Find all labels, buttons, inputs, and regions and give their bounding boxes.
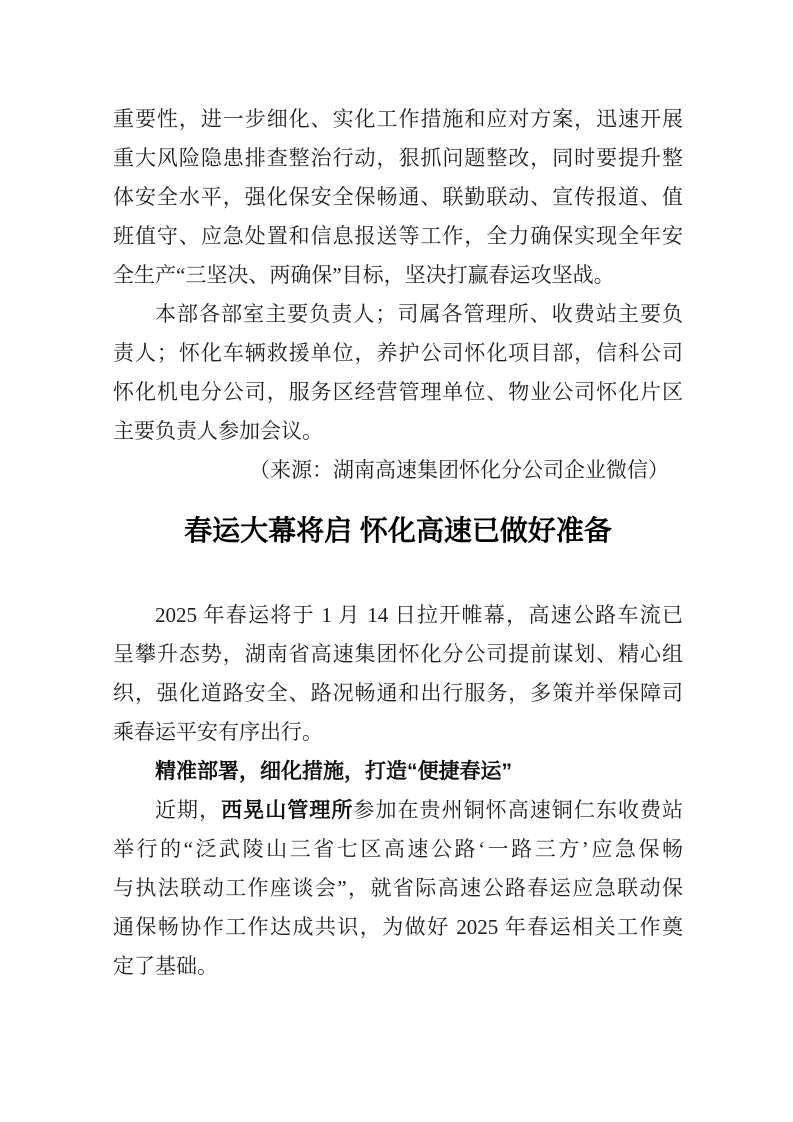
body-line: 主要负责人参加会议。 bbox=[113, 419, 323, 443]
body-line: 怀化机电分公司，服务区经营管理单位、物业公司怀化片区 bbox=[113, 380, 683, 404]
body-line: 体安全水平，强化保安全保畅通、联勤联动、宣传报道、值 bbox=[113, 185, 683, 209]
body-line: 重要性，进一步细化、实化工作措施和应对方案，迅速开展 bbox=[113, 107, 683, 131]
body-line: 通保畅协作工作达成共识，为做好 2025 年春运相关工作奠 bbox=[113, 915, 683, 939]
intro-paragraph bbox=[113, 596, 683, 752]
body-line: 班值守、应急处置和信息报送等工作，全力确保实现全年安 bbox=[113, 224, 683, 248]
source-line: （来源：湖南高速集团怀化分公司企业微信） bbox=[249, 458, 669, 482]
body-line: 责人；怀化车辆救援单位，养护公司怀化项目部，信科公司 bbox=[113, 341, 683, 365]
line-suffix: 参加在贵州铜怀高速铜仁东收费站 bbox=[353, 798, 684, 822]
attendees-paragraph bbox=[113, 295, 683, 451]
body-line: 呈攀升态势，湖南省高速集团怀化分公司提前谋划、精心组 bbox=[113, 642, 683, 666]
xihuangshan-paragraph bbox=[113, 791, 683, 986]
body-line: 与执法联动工作座谈会”，就省际高速公路春运应急联动保 bbox=[113, 876, 683, 900]
body-line: 全生产“三坚决、两确保”目标，坚决打赢春运攻坚战。 bbox=[113, 263, 615, 287]
article-title: 春运大幕将启 怀化高速已做好准备 bbox=[184, 515, 612, 546]
paragraph-continuation bbox=[113, 100, 683, 295]
body-line: 定了基础。 bbox=[113, 954, 218, 978]
chunyun-article bbox=[113, 508, 683, 986]
body-line: 织，强化道路安全、路况畅通和出行服务，多策并举保障司 bbox=[113, 681, 683, 705]
body-line: 乘春运平安有序出行。 bbox=[113, 720, 323, 744]
meeting-article bbox=[113, 100, 683, 490]
org-name-bold: 西晃山管理所 bbox=[221, 799, 354, 822]
line-prefix: 近期， bbox=[155, 798, 222, 822]
section-subhead: 精准部署，细化措施，打造“便捷春运” bbox=[155, 760, 512, 783]
body-line: 本部各部室主要负责人；司属各管理所、收费站主要负 bbox=[155, 302, 683, 326]
body-line: 重大风险隐患排查整治行动，狠抓问题整改，同时要提升整 bbox=[113, 146, 683, 170]
body-line bbox=[113, 791, 683, 830]
body-line: 举行的“泛武陵山三省七区高速公路‘一路三方’应急保畅 bbox=[113, 837, 683, 861]
body-line: 2025 年春运将于 1 月 14 日拉开帷幕，高速公路车流已 bbox=[155, 603, 683, 627]
